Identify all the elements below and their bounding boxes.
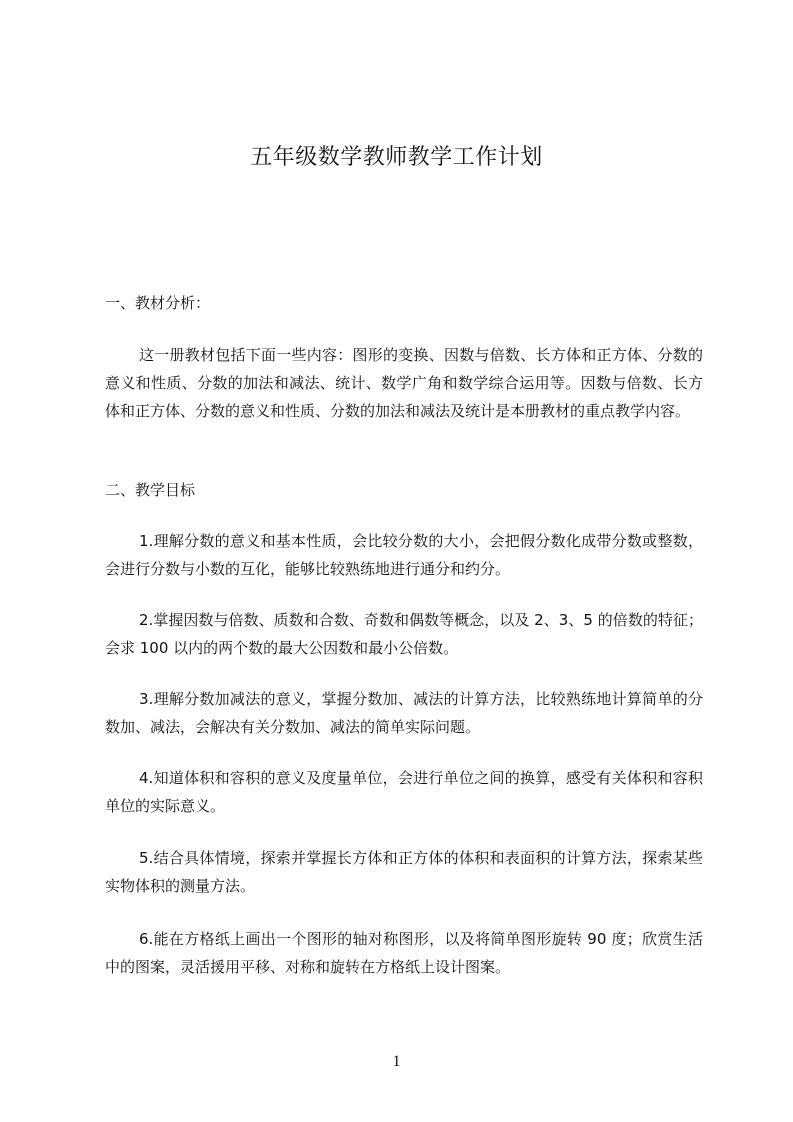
goal-item-5: 5.结合具体情境，探索并掌握长方体和正方体的体积和表面积的计算方法，探索某些实物体积的测量方法。 (105, 849, 703, 895)
page-number: 1 (392, 1053, 401, 1070)
goal-item-1: 1.理解分数的意义和基本性质，会比较分数的大小，会把假分数化成带分数或整数，会进行分数与小数的互化，能够比较熟练地进行通分和约分。 (105, 532, 703, 578)
goal-item-4: 4.知道体积和容积的意义及度量单位，会进行单位之间的换算，感受有关体积和容积单位的实际意义。 (105, 769, 703, 815)
section-heading-materials: 一、教材分析： (105, 294, 211, 312)
goal-item-2: 2.掌握因数与倍数、质数和合数、奇数和偶数等概念，以及 2、3、5 的倍数的特征；会求 100 以内的两个数的最大公因数和最小公倍数。 (105, 611, 703, 657)
goal-item-3: 3.理解分数加减法的意义，掌握分数加、减法的计算方法，比较熟练地计算简单的分数加、减法，会解决有关分数加、减法的简单实际问题。 (105, 690, 703, 736)
document-title: 五年级数学教师教学工作计划 (250, 145, 543, 170)
goal-item-6: 6.能在方格纸上画出一个图形的轴对称图形，以及将简单图形旋转 90 度；欣赏生活中的图案，灵活援用平移、对称和旋转在方格纸上设计图案。 (105, 930, 703, 976)
section-heading-goals: 二、教学目标 (105, 481, 196, 499)
paragraph-materials-analysis: 这一册教材包括下面一些内容：图形的变换、因数与倍数、长方体和正方体、分数的意义和性质、分数的加法和减法、统计、数学广角和数学综合运用等。因数与倍数、长方体和正方体、分数的意义和性质、分数的加法和减法及统计是本册教材的重点教学内容。 (105, 346, 703, 420)
